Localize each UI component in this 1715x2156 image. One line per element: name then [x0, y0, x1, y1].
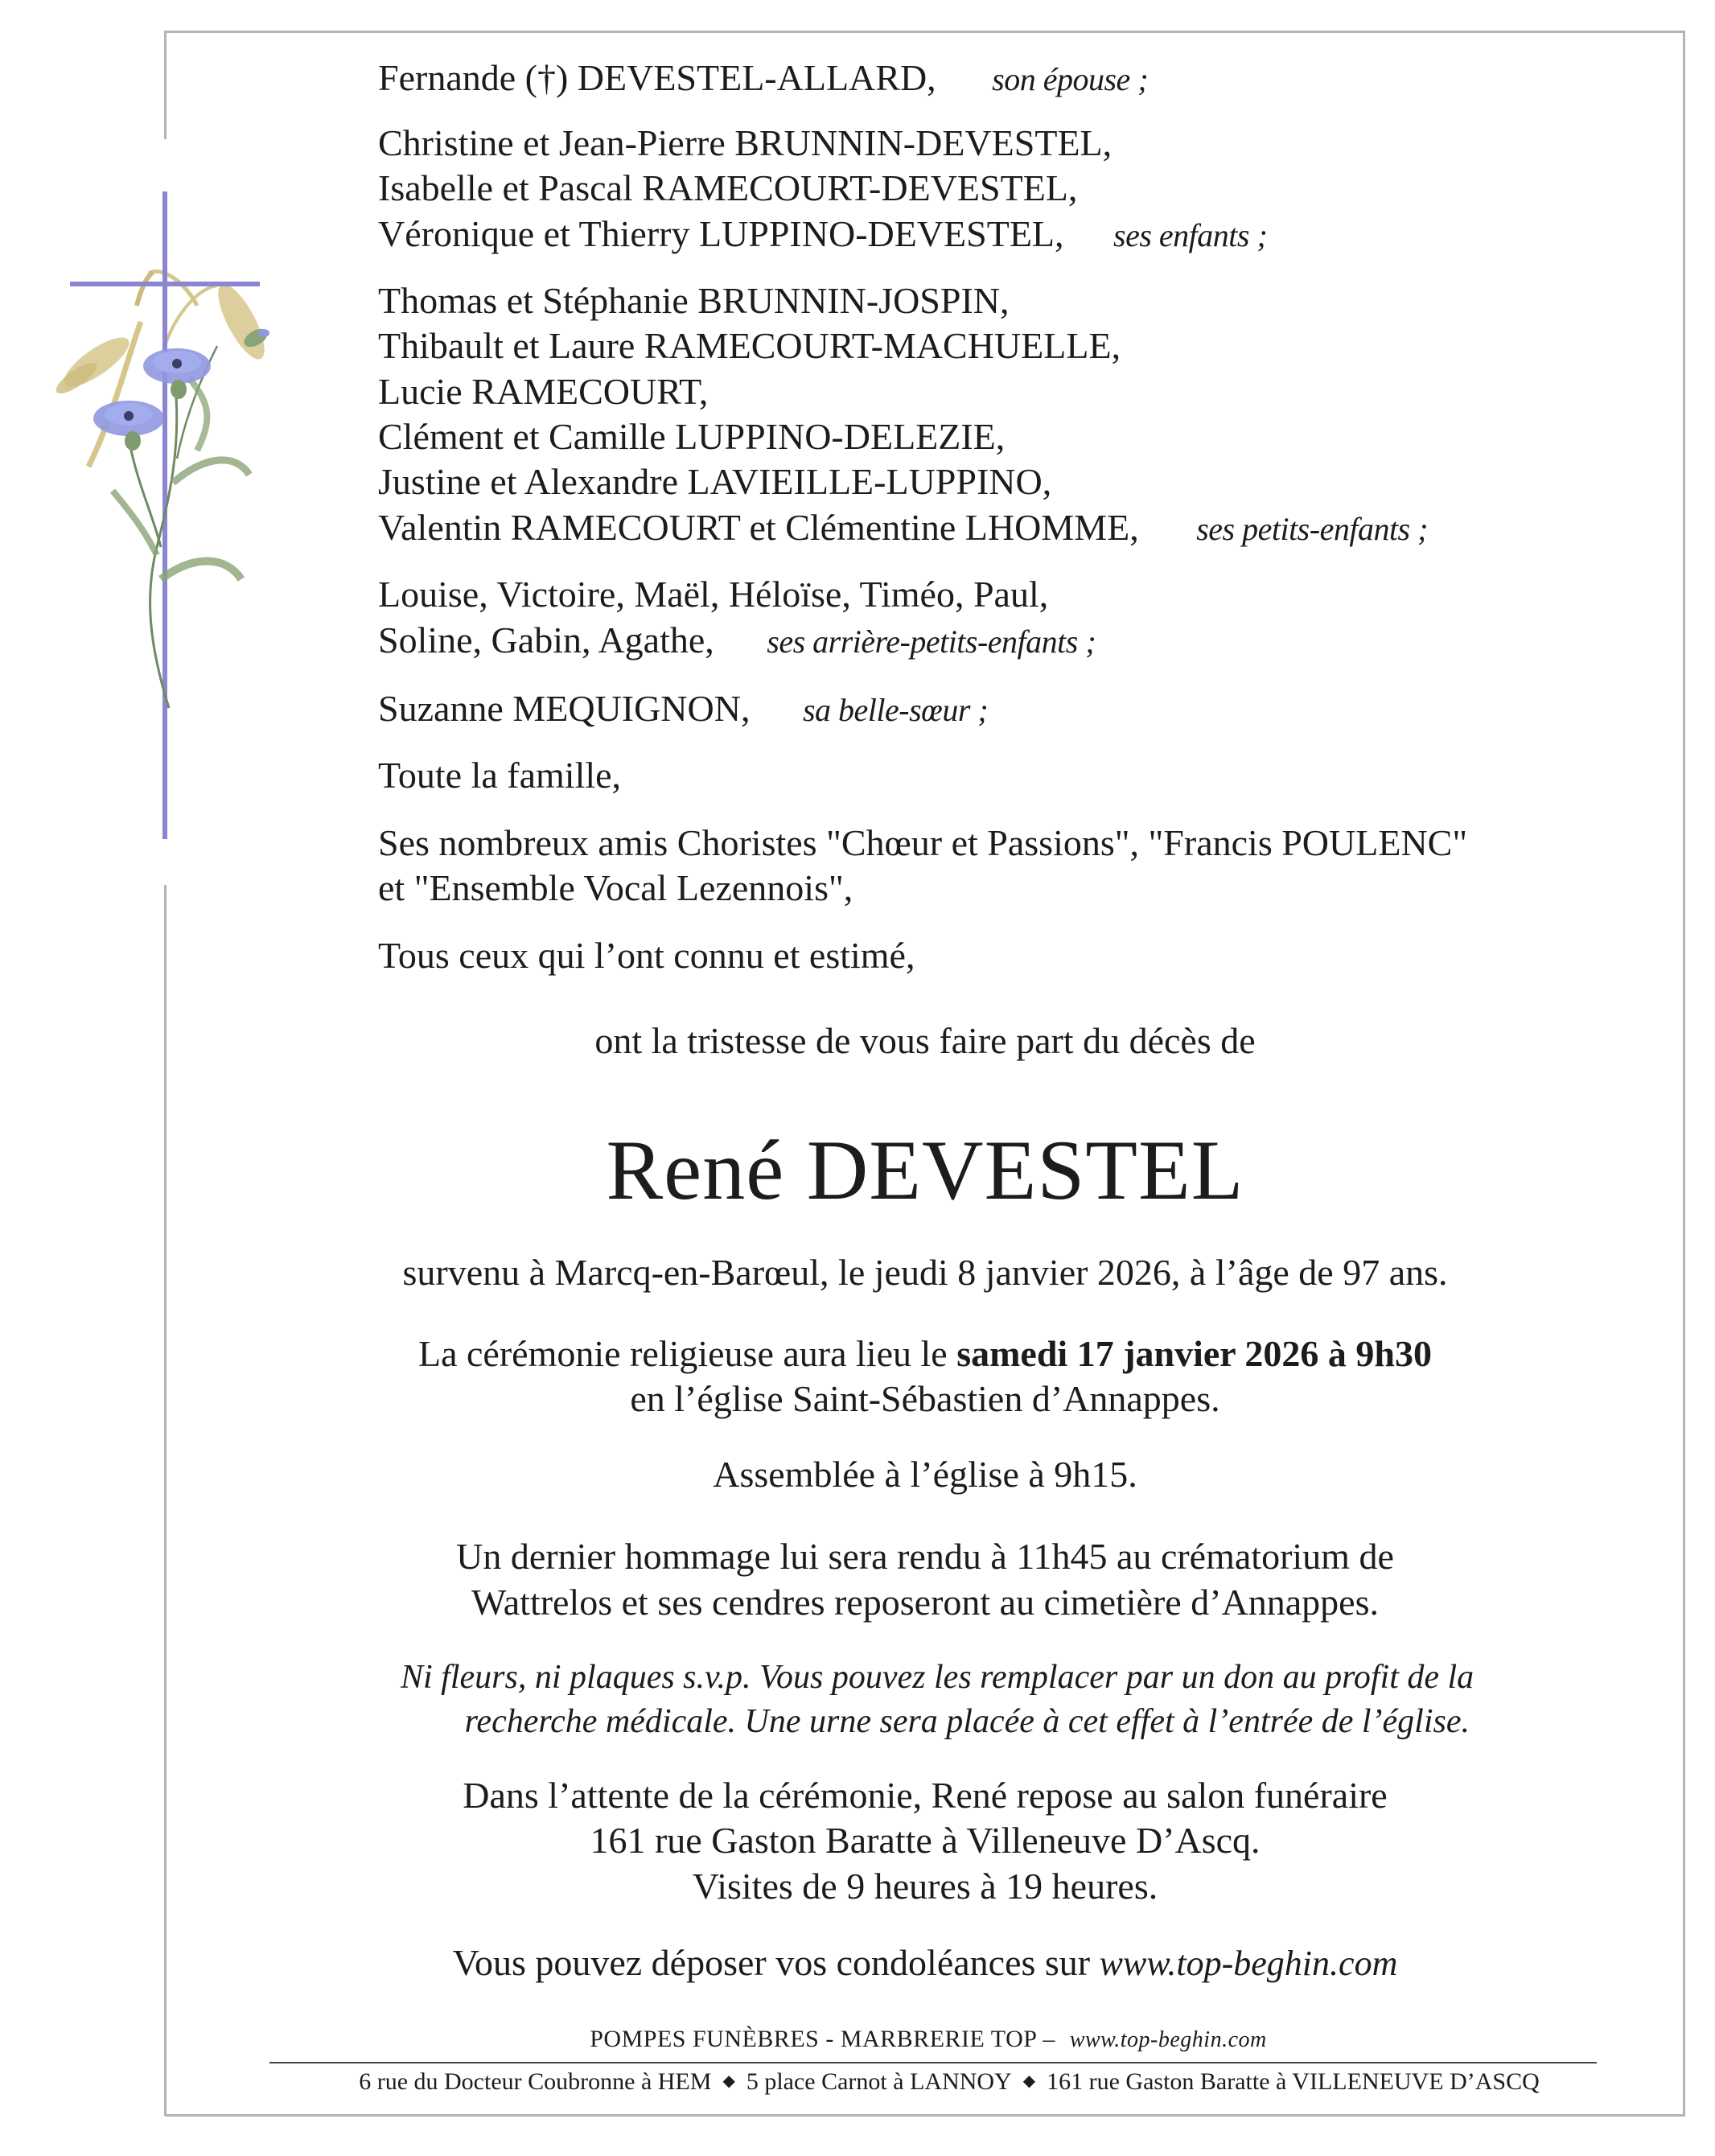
- cross-with-flowers-icon: [48, 177, 306, 853]
- grandchild-line: Lucie RAMECOURT,: [378, 371, 709, 412]
- sister-in-law-relation: sa belle-sœur ;: [802, 692, 989, 728]
- great-grandchild-line: [378, 619, 1096, 660]
- friends-line: Ses nombreux amis Choristes "Chœur et Passions", "Francis POULENC": [378, 822, 1468, 863]
- spouse-name: Fernande (†) DEVESTEL-ALLARD,: [378, 57, 936, 98]
- spouse-relation: son épouse ;: [992, 61, 1149, 97]
- grandchildren-relation: ses petits-enfants ;: [1196, 511, 1428, 547]
- footer-url-link[interactable]: www.top-beghin.com: [1069, 2027, 1267, 2052]
- footer-address-hem: 6 rue du Docteur Coubronne à HEM: [359, 2068, 712, 2095]
- footer-address-lannoy: 5 place Carnot à LANNOY: [746, 2068, 1012, 2095]
- diamond-separator-icon: ◆: [722, 2072, 735, 2090]
- acquaintances-line: Tous ceux qui l’ont connu et estimé,: [378, 935, 915, 976]
- viewing-hours: Visites de 9 heures à 19 heures.: [692, 1866, 1158, 1907]
- whole-family-line: Toute la famille,: [378, 755, 622, 796]
- grandchild-line: Thomas et Stéphanie BRUNNIN-JOSPIN,: [378, 280, 1010, 321]
- ceremony-location: en l’église Saint-Sébastien d’Annappes.: [630, 1378, 1220, 1419]
- ceremony-datetime: samedi 17 janvier 2026 à 9h30: [956, 1333, 1432, 1374]
- great-grandchild-line: Louise, Victoire, Maël, Héloïse, Timéo, Paul,: [378, 574, 1049, 615]
- footer-brand: POMPES FUNÈBRES - MARBRERIE TOP –: [590, 2026, 1055, 2052]
- condolences-line: [0, 1944, 1715, 1981]
- viewing-line: 161 rue Gaston Baratte à Villeneuve D’Ascq.: [590, 1820, 1261, 1861]
- sister-in-law-name: Suzanne MEQUIGNON,: [378, 688, 751, 729]
- grandchild-line: Justine et Alexandre LAVIEILLE-LUPPINO,: [378, 461, 1052, 502]
- grandchild-line: Thibault et Laure RAMECOURT-MACHUELLE,: [378, 325, 1121, 366]
- child-line: Isabelle et Pascal RAMECOURT-DEVESTEL,: [378, 167, 1078, 208]
- viewing-line: Dans l’attente de la cérémonie, René repose au salon funéraire: [463, 1775, 1388, 1816]
- friends-line: et "Ensemble Vocal Lezennois",: [378, 867, 853, 908]
- grandchild-line: [378, 509, 1428, 546]
- cornflower-stems: [113, 325, 270, 708]
- footer-divider: [269, 2062, 1597, 2063]
- grandchild-line: Clément et Camille LUPPINO-DELEZIE,: [378, 416, 1006, 457]
- ceremony-prefix: La cérémonie religieuse aura lieu le: [418, 1333, 957, 1374]
- cornflower-lower: [93, 401, 164, 451]
- child-line: Christine et Jean-Pierre BRUNNIN-DEVESTEL,: [378, 122, 1112, 163]
- child-line: [378, 213, 1268, 254]
- death-details: survenu à Marcq-en-Barœul, le jeudi 8 janvier 2026, à l’âge de 97 ans.: [402, 1252, 1448, 1293]
- frame-border-bottom: [165, 2114, 1685, 2117]
- footer-address-villeneuve: 161 rue Gaston Baratte à VILLENEUVE D’ASCQ: [1047, 2068, 1540, 2095]
- grandchild-name: Valentin RAMECOURT et Clémentine LHOMME,: [378, 507, 1139, 548]
- great-grandchildren-relation: ses arrière-petits-enfants ;: [767, 623, 1096, 660]
- frame-border-left-upper: [164, 31, 167, 139]
- great-grandchild-names: Soline, Gabin, Agathe,: [378, 619, 714, 660]
- ceremony-line: [0, 1335, 1715, 1372]
- child-name: Véronique et Thierry LUPPINO-DEVESTEL,: [378, 213, 1064, 254]
- flowers-note-line: Ni fleurs, ni plaques s.v.p. Vous pouvez les remplacer par un don au profit de la: [401, 1659, 1474, 1696]
- tribute-line: Wattrelos et ses cendres reposeront au cimetière d’Annappes.: [471, 1582, 1379, 1623]
- children-relation: ses enfants ;: [1113, 217, 1268, 253]
- tribute-line: Un dernier hommage lui sera rendu à 11h45 au crématorium de: [456, 1536, 1394, 1577]
- frame-border-top: [165, 31, 1685, 33]
- condolences-prefix: Vous pouvez déposer vos condoléances sur: [452, 1942, 1100, 1983]
- footer-brand-line: [0, 2027, 1715, 2051]
- deceased-name: René DEVESTEL: [606, 1123, 1244, 1217]
- diamond-separator-icon: ◆: [1022, 2072, 1036, 2090]
- flowers-note-line: recherche médicale. Une urne sera placée à cet effet à l’entrée de l’église.: [464, 1703, 1470, 1740]
- sister-in-law-line: [378, 690, 988, 727]
- condolences-link[interactable]: www.top-beghin.com: [1099, 1944, 1398, 1983]
- footer-addresses: [0, 2070, 1715, 2094]
- announcement-intro: ont la tristesse de vous faire part du décès de: [594, 1020, 1256, 1061]
- assembly-line: Assemblée à l’église à 9h15.: [713, 1454, 1137, 1495]
- frame-border-left-lower: [164, 885, 167, 2116]
- spouse-line: [378, 57, 1149, 98]
